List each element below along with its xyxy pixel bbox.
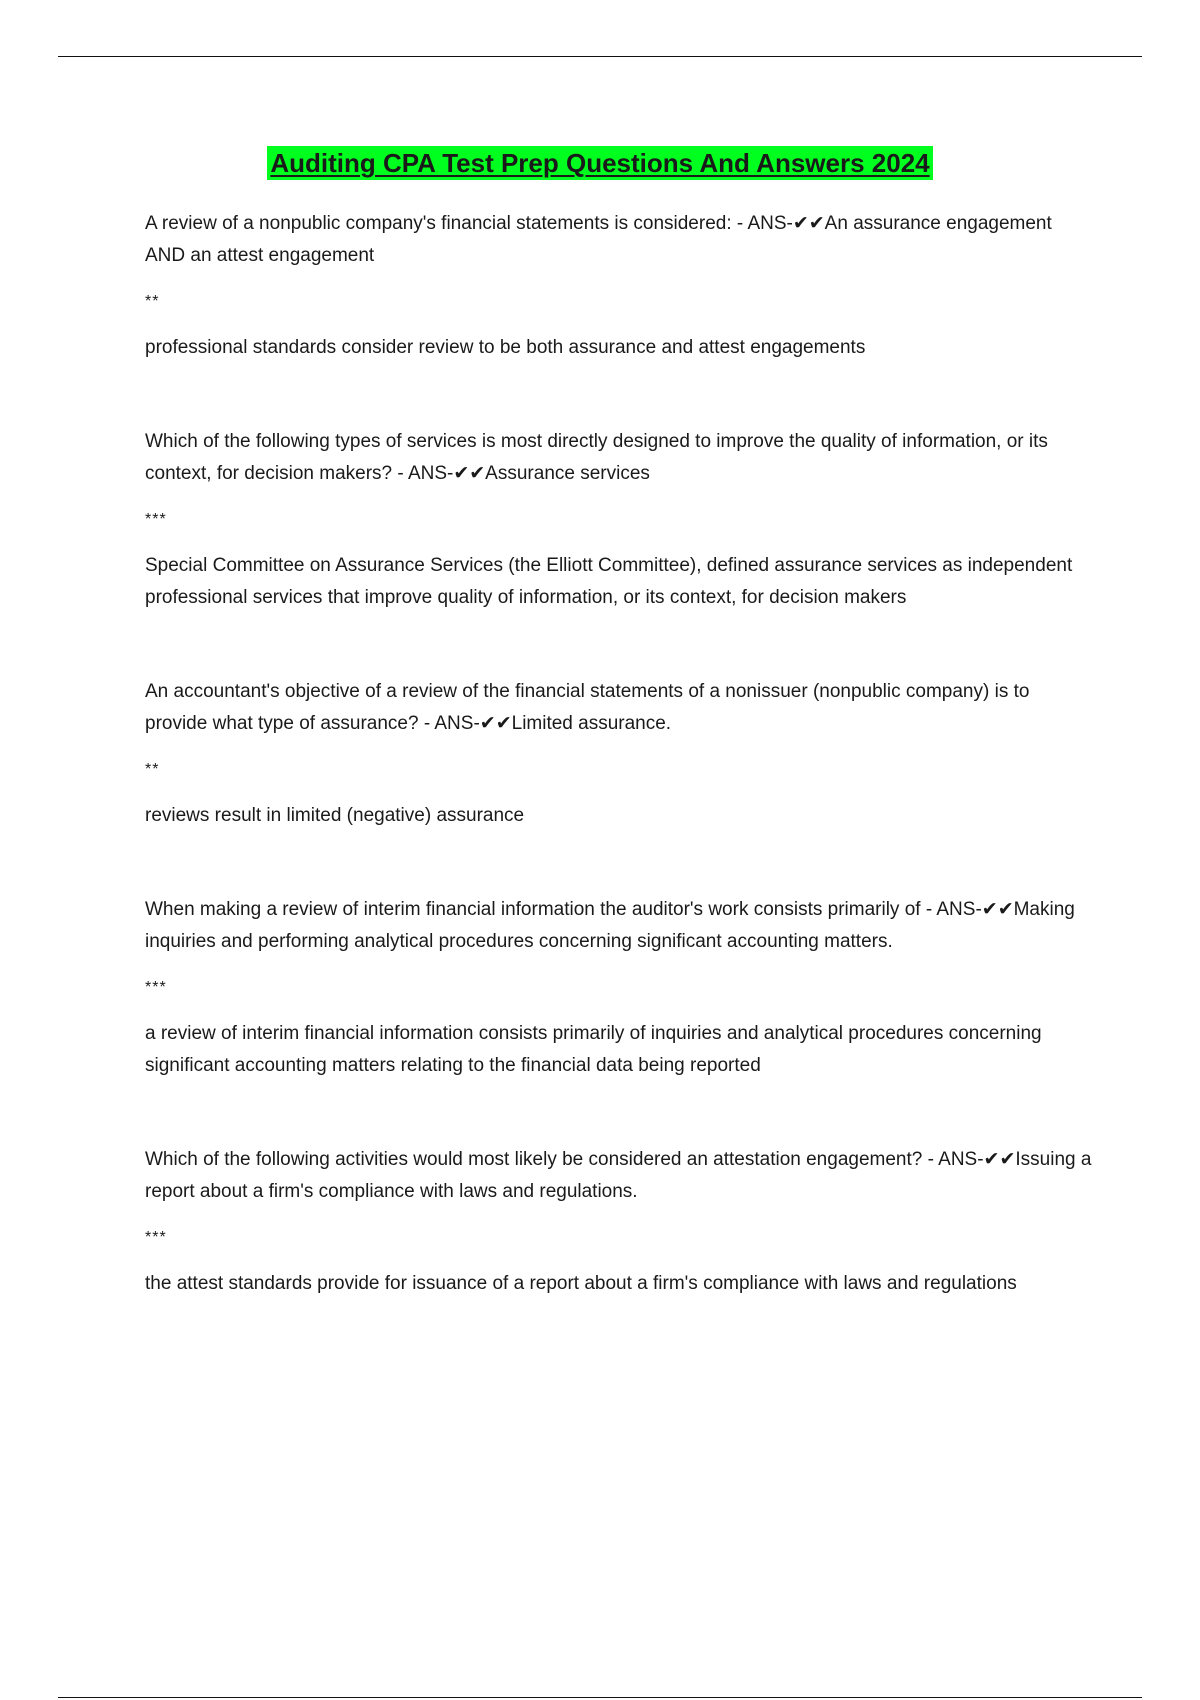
question-answer: An accountant's objective of a review of the financial statements of a nonissuer (nonpublic company) is to provide what type of assurance? - ANS-✔✔Limited assurance. [145,681,1030,734]
separator: *** [145,979,167,996]
question-answer: Which of the following activities would most likely be considered an attestation engagement? - ANS-✔✔Issuing a report about a firm's compliance with laws and regulations. [145,1149,1092,1202]
explanation: a review of interim financial information consists primarily of inquiries and analytical procedures concerning significant accounting matters relating to the financial data being reported [145,1023,1042,1076]
question-answer: When making a review of interim financial information the auditor's work consists primarily of - ANS-✔✔Making inquiries and performing analytical procedures concerning significant accounting matters. [145,899,1075,952]
explanation: Special Committee on Assurance Services (the Elliott Committee), defined assurance services as independent professional services that improve quality of information, or its context, for decision makers [145,555,1073,608]
title-container [0,146,1200,180]
top-rule [58,56,1142,57]
qa-entry-4 [145,894,1095,1082]
bottom-rule [58,1697,1142,1698]
separator: *** [145,1229,167,1246]
explanation: the attest standards provide for issuance of a report about a firm's compliance with laws and regulations [145,1273,1017,1294]
separator: ** [145,761,160,778]
document-title: Auditing CPA Test Prep Questions And Answers 2024 [267,146,932,180]
qa-entry-1 [145,208,1095,364]
explanation: reviews result in limited (negative) assurance [145,805,525,826]
question-answer: A review of a nonpublic company's financial statements is considered: - ANS-✔✔An assurance engagement AND an attest engagement [145,213,1052,266]
separator: ** [145,293,160,310]
qa-entry-2 [145,426,1095,614]
separator: *** [145,511,167,528]
qa-entry-5 [145,1144,1095,1300]
document-body [145,208,1095,1300]
qa-entry-3 [145,676,1095,832]
explanation: professional standards consider review to be both assurance and attest engagements [145,337,866,358]
question-answer: Which of the following types of services is most directly designed to improve the quality of information, or its context, for decision makers? - ANS-✔✔Assurance services [145,431,1048,484]
